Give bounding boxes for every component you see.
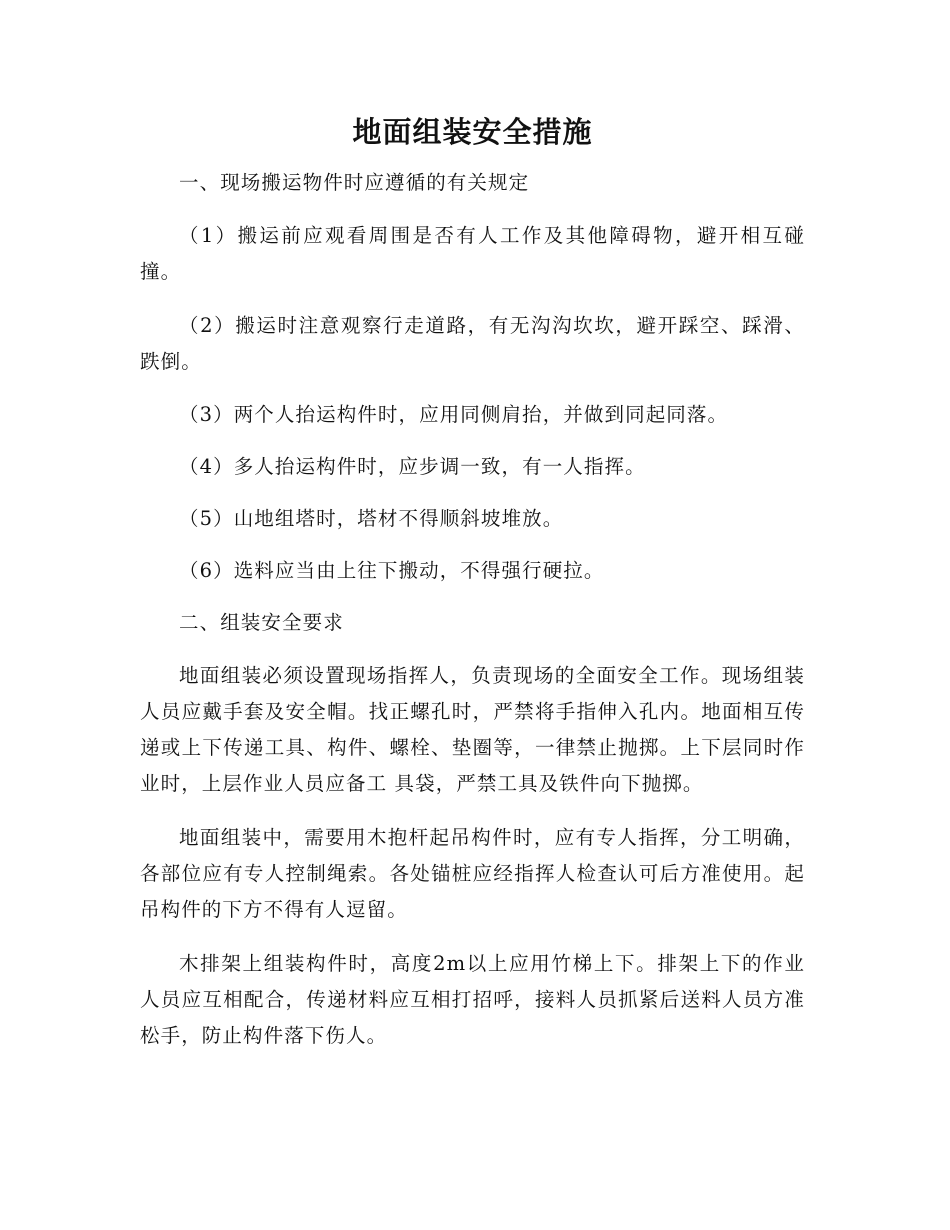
requirement-paragraph-2: 地面组装中，需要用木抱杆起吊构件时，应有专人指挥，分工明确，各部位应有专人控制绳索。各处锚桩应经指挥人检查认可后方准使用。起吊构件的下方不得有人逗留。 — [140, 826, 805, 921]
rule-item-2: （2）搬运时注意观察行走道路，有无沟沟坎坎，避开踩空、踩滑、跌倒。 — [140, 314, 805, 373]
rule-item-3: （3）两个人抬运构件时，应用同侧肩抬，并做到同起同落。 — [179, 403, 729, 426]
rule-item-4: （4）多人抬运构件时，应步调一致，有一人指挥。 — [179, 455, 646, 478]
section-heading-handling-rules: 一、现场搬运物件时应遵循的有关规定 — [179, 171, 530, 194]
rule-item-5: （5）山地组塔时，塔材不得顺斜坡堆放。 — [179, 507, 564, 530]
document-title: 地面组装安全措施 — [352, 115, 593, 149]
document-body — [140, 112, 805, 1072]
requirement-paragraph-1: 地面组装必须设置现场指挥人，负责现场的全面安全工作。现场组装人员应戴手套及安全帽。找正螺孔时，严禁将手指伸入孔内。地面相互传递或上下传递工具、构件、螺栓、垫圈等，一律禁止抛掷。上下层同时作业时，上层作业人员应备工 具袋，严禁工具及铁件向下抛掷。 — [140, 664, 805, 795]
requirement-paragraph-3: 木排架上组装构件时，高度2m以上应用竹梯上下。排架上下的作业人员应互相配合，传递材料应互相打招呼，接料人员抓紧后送料人员方准松手，防止构件落下伤人。 — [140, 952, 805, 1047]
rule-item-6: （6）选料应当由上往下搬动，不得强行硬拉。 — [179, 559, 605, 582]
section-heading-assembly-requirements: 二、组装安全要求 — [179, 611, 344, 634]
rule-item-1: （1）搬运前应观看周围是否有人工作及其他障碍物，避开相互碰撞。 — [140, 224, 805, 283]
